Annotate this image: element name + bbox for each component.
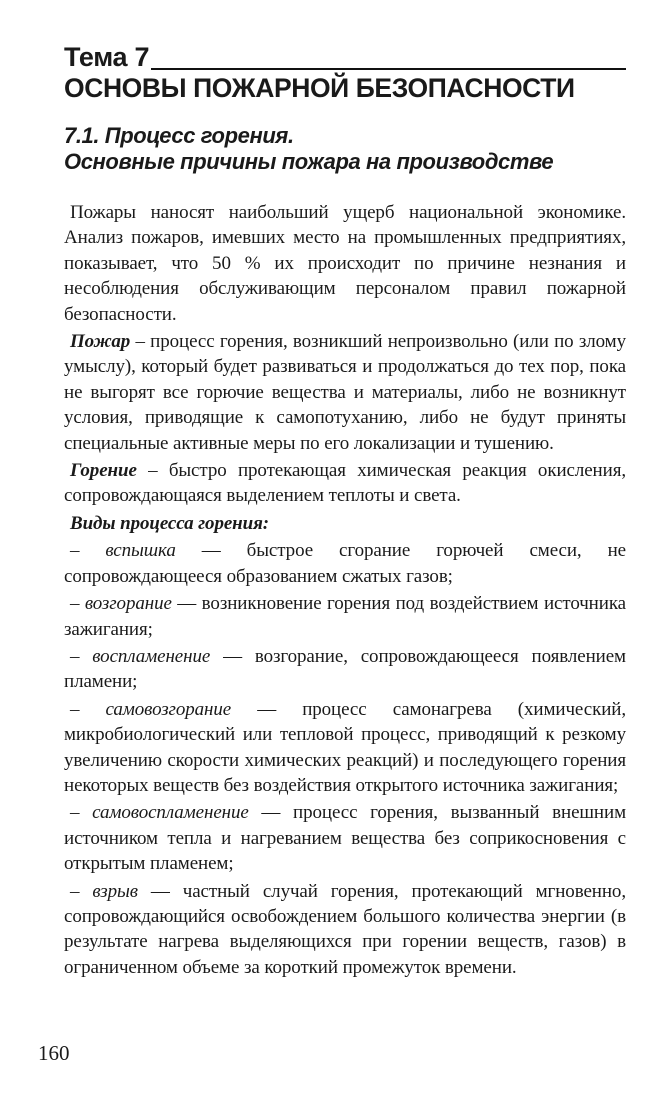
list-item-dash: – [70,540,106,562]
list-item-dash: – [70,802,93,824]
page-number: 160 [38,1041,70,1065]
topic-rule [151,68,626,70]
list-item-definition: — возгорание, сопровождающееся появлением пламени; [64,645,626,693]
list-item-term: самовоспламенение [92,802,249,824]
list-item-dash: – [70,593,85,615]
list-item [64,697,626,799]
list-item-definition: — возникновение горения под воздействием источника зажигания; [64,593,626,640]
list-item-term: воспламенение [92,645,211,667]
fire-definition-text: – процесс горения, возникший непроизвольно (или по злому умыслу), который будет развиваться и продолжаться до тех пор, пока не выгорят все горючие вещества и материалы, либо не возникнут условия, приводящие к самопотуханию, либо не будут приняты специальные активные меры по его локализации и тушению. [64,331,626,454]
combustion-term: Горение [70,460,137,482]
fire-definition [64,329,626,456]
list-item-dash: – [70,880,93,902]
fire-term: Пожар [70,331,131,353]
chapter-title: ОСНОВЫ ПОЖАРНОЙ БЕЗОПАСНОСТИ [64,73,575,103]
list-item-definition: — процесс самонагрева (химический, микробиологический или тепловой процесс, приводящий к резкому увеличению скорости химических реакций) и последующего горения некоторых веществ без воздействия открытого источника зажигания; [64,698,626,796]
section-title-line-2: Основные причины пожара на производстве [64,149,554,174]
list-item-definition: — частный случай горения, протекающий мгновенно, сопровождающийся освобождением большого количества энергии (в результате нагрева выделяющихся при горении веществ, газов) в ограниченном объеме за короткий промежуток времени. [64,880,626,978]
body-text [64,200,626,982]
topic-label: Тема 7 [64,42,150,72]
list-item-dash: – [70,645,93,667]
list-item [64,800,626,876]
kinds-heading [64,511,626,536]
kinds-heading-text: Виды процесса горения: [70,512,270,534]
combustion-definition [64,458,626,509]
list-item-term: самовозгорание [105,698,232,720]
intro-paragraph: Пожары наносят наибольший ущерб национальной экономике. Анализ пожаров, имевших место на промышленных предприятиях, показывает, что 50 % их происходит по причине незнания и несоблюдения обслуживающим персоналом правил пожарной безопасности. [64,202,626,325]
list-item-dash: – [70,698,106,720]
list-item-term: вспышка [105,540,176,562]
list-item-term: возгорание [84,593,172,615]
list-item [64,538,626,589]
section-title [64,123,644,175]
list-item-definition: — быстрое сгорание горючей смеси, не сопровождающееся образованием сжатых газов; [64,540,626,587]
section-title-line-1: 7.1. Процесс горения. [64,123,294,148]
list-item [64,591,626,642]
combustion-definition-text: – быстро протекающая химическая реакция окисления, сопровождающаяся выделением теплоты и света. [64,460,626,507]
list-item [64,879,626,981]
list-item-term: взрыв [92,880,138,902]
list-item [64,644,626,695]
list-item-definition: — процесс горения, вызванный внешним источником тепла и нагреванием вещества без соприкосновения с открытым пламенем; [64,802,626,875]
topic-header [64,34,626,74]
